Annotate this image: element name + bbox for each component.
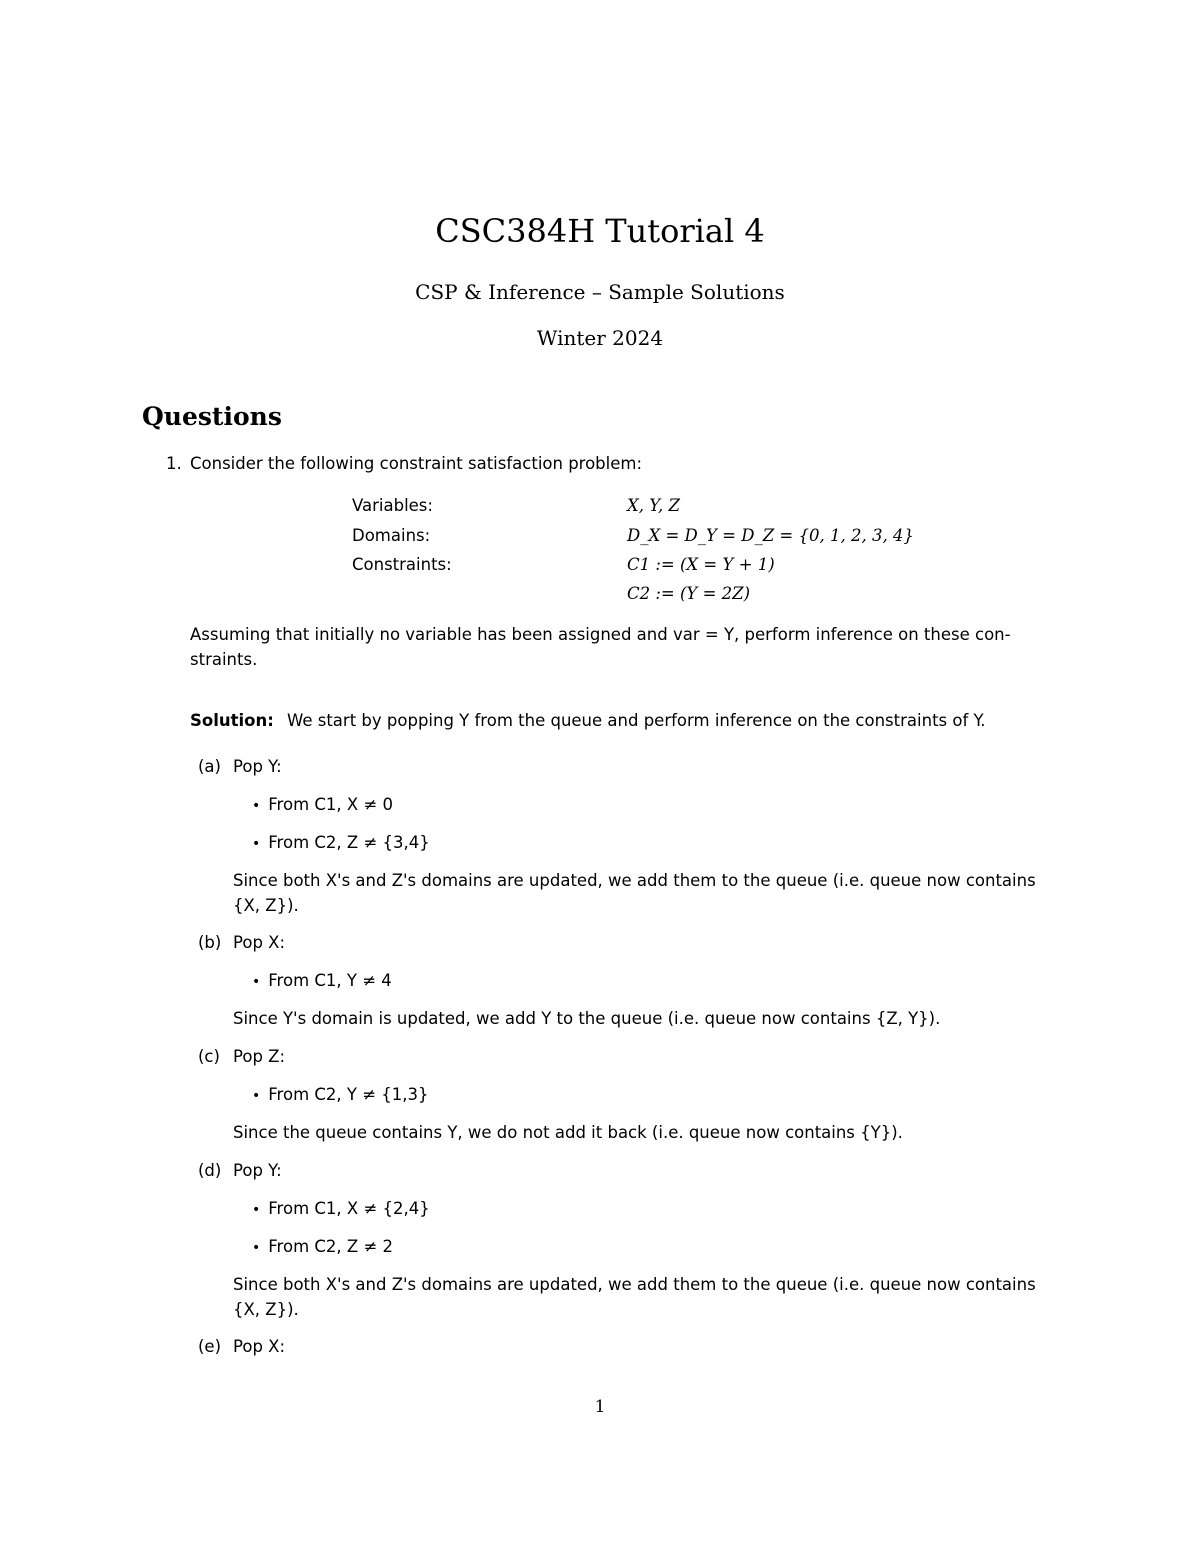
section-heading: Questions (142, 402, 282, 431)
step-a-note-line1: Since both X's and Z's domains are updated, we add them to the queue (i.e. queue now contains (233, 871, 1036, 890)
step-b-bullet-1: • From C1, Y ≠ 4 (252, 971, 392, 990)
bullet-icon: • (252, 798, 261, 814)
step-a-bullet-1: • From C1, X ≠ 0 (252, 795, 394, 814)
bullet-icon: • (252, 974, 261, 990)
bullet-icon: • (252, 836, 261, 852)
question-prompt-line2: straints. (190, 650, 258, 669)
solution-label: Solution: (190, 711, 274, 730)
question-intro: Consider the following constraint satisfaction problem: (190, 454, 643, 473)
document-subtitle: CSP & Inference – Sample Solutions (415, 280, 785, 304)
bullet-icon: • (252, 1202, 261, 1218)
step-a-text: Pop Y: (233, 757, 282, 776)
step-d-label: (d) (198, 1161, 222, 1180)
question-prompt-line1: Assuming that initially no variable has been assigned and var = Y, perform inference on these con- (190, 625, 1011, 644)
step-c-text: Pop Z: (233, 1047, 286, 1066)
step-d-note-line1: Since both X's and Z's domains are updated, we add them to the queue (i.e. queue now contains (233, 1275, 1036, 1294)
solution-text: We start by popping Y from the queue and perform inference on the constraints of Y. (287, 711, 986, 730)
step-e-label: (e) (198, 1337, 222, 1356)
document-title: CSC384H Tutorial 4 (435, 212, 765, 250)
question-number: 1. (166, 454, 182, 473)
domains-label: Domains: (352, 526, 431, 545)
step-c-bullet-1: • From C2, Y ≠ {1,3} (252, 1085, 429, 1104)
document-term: Winter 2024 (536, 326, 664, 350)
constraint-c2: C2 := (Y = 2Z) (627, 584, 751, 603)
step-d-bullet-2: • From C2, Z ≠ 2 (252, 1237, 394, 1256)
bullet-icon: • (252, 1240, 261, 1256)
domains-value: D_X = D_Y = D_Z = {0, 1, 2, 3, 4} (627, 526, 914, 545)
bullet-icon: • (252, 1088, 261, 1104)
variables-label: Variables: (352, 496, 433, 515)
step-d-note-line2: {X, Z}). (233, 1300, 299, 1319)
step-d-text: Pop Y: (233, 1161, 282, 1180)
step-d-bullet-1: • From C1, X ≠ {2,4} (252, 1199, 430, 1218)
step-a-note-line2: {X, Z}). (233, 896, 299, 915)
page-number: 1 (594, 1397, 606, 1417)
step-c-note-line1: Since the queue contains Y, we do not add it back (i.e. queue now contains {Y}). (233, 1123, 903, 1142)
variables-value: X, Y, Z (627, 496, 680, 515)
step-c-label: (c) (198, 1047, 220, 1066)
step-a-bullet-2: • From C2, Z ≠ {3,4} (252, 833, 430, 852)
step-e-text: Pop X: (233, 1337, 286, 1356)
step-b-note-line1: Since Y's domain is updated, we add Y to the queue (i.e. queue now contains {Z, Y}). (233, 1009, 941, 1028)
constraint-c1: C1 := (X = Y + 1) (627, 555, 775, 574)
constraints-label: Constraints: (352, 555, 452, 574)
step-a-label: (a) (198, 757, 221, 776)
step-b-label: (b) (198, 933, 222, 952)
step-b-text: Pop X: (233, 933, 286, 952)
